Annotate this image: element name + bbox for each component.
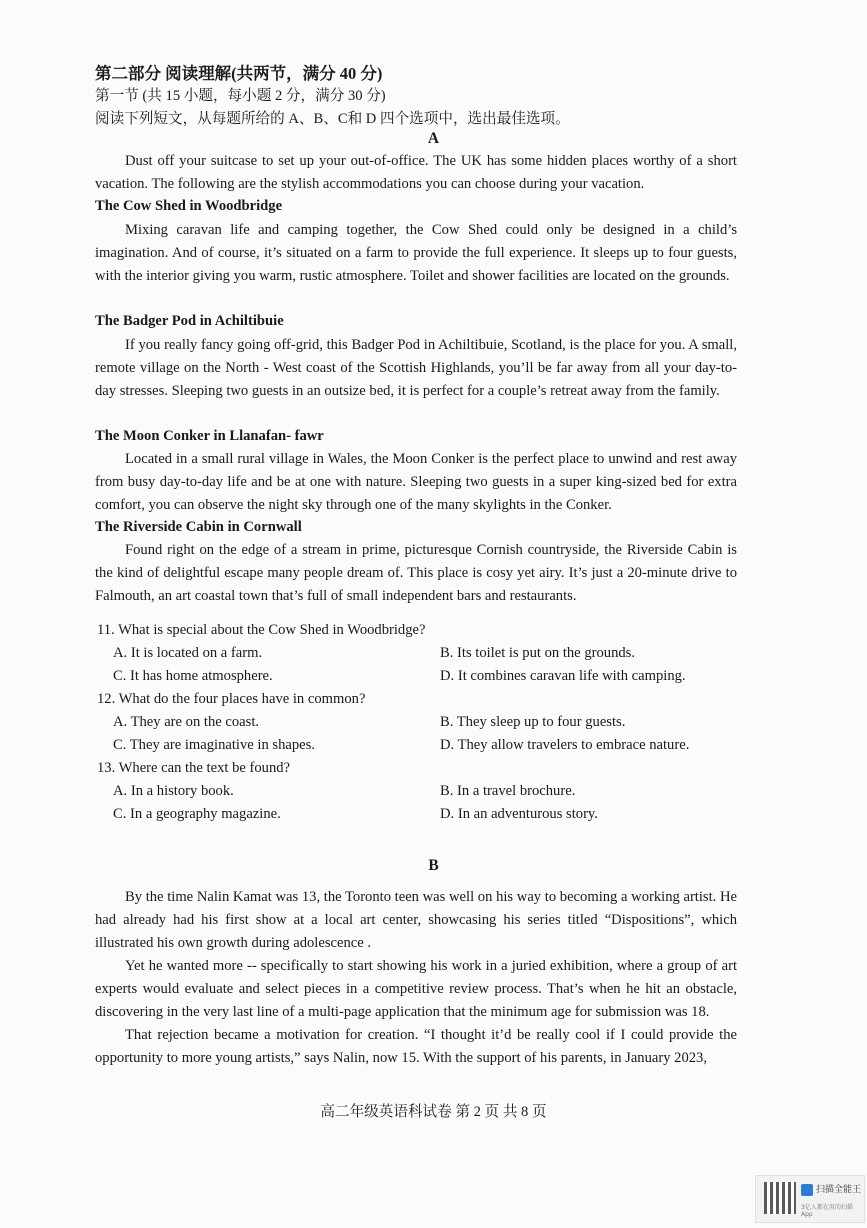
section-text: Found right on the edge of a stream in prime, picturesque Cornish countryside, the Riverside Cabin is the kind of delightful escape many people dream of. This place is cosy yet airy. It’s just a 20-minute drive to Falmouth, an art coastal town that’s full of small independent bars and restaurants. — [95, 542, 737, 604]
option-b: B. They sleep up to four guests. — [440, 714, 626, 730]
question-stem: 12. What do the four places have in common? — [97, 691, 366, 707]
option-d: D. It combines caravan life with camping. — [440, 668, 686, 684]
scanner-watermark — [755, 1175, 865, 1223]
section-text: Mixing caravan life and camping together, the Cow Shed could only be designed in a child’s imagination. And of course, it’s situated on a farm to provide the full experience. It sleeps up to four guests, with the interior giving you warm, rustic atmosphere. Toilet and shower facilities are located on the grounds. — [95, 222, 737, 284]
scanner-app-icon — [801, 1184, 813, 1196]
passage-b-paragraph: Yet he wanted more -- specifically to start showing his work in a juried exhibition, where a group of art experts would evaluate and select pieces in a competitive review process. That’s when he hit an obstacle, discovering in the very last line of a multi-page application that the minimum age for submission was 18. — [95, 958, 737, 1020]
option-a: A. It is located on a farm. — [113, 645, 263, 661]
section-line: 第一节 (共 15 小题，每小题 2 分，满分 30 分) — [95, 88, 386, 104]
watermark-app-name: 扫描全能王 — [816, 1185, 862, 1195]
option-a: A. They are on the coast. — [113, 714, 260, 730]
question-stem: 11. What is special about the Cow Shed in Woodbridge? — [97, 622, 426, 638]
qr-code-icon — [764, 1182, 796, 1214]
part-title: 第二部分 阅读理解(共两节，满分 40 分) — [95, 64, 383, 83]
page-footer: 高二年级英语科试卷 第 2 页 共 8 页 — [320, 1104, 547, 1120]
section-heading: The Moon Conker in Llanafan- fawr — [95, 428, 324, 444]
section-text: Located in a small rural village in Wales, the Moon Conker is the perfect place to unwind and rest away from busy day-to-day life and be at one with nature. Sleeping two guests in a super king-sized bed for extra comfort, you can observe the night sky through one of the many skylights in the Conker. — [95, 451, 737, 513]
watermark-subtitle: 3亿人都在用的扫描App — [801, 1204, 853, 1218]
passage-b-paragraph: By the time Nalin Kamat was 13, the Toronto teen was well on his way to becoming a working artist. He had already had his first show at a local art center, showcasing his series titled “Dispositions”, which illustrated his own growth during adolescence . — [95, 889, 737, 951]
passage-b-paragraph: That rejection became a motivation for creation. “I thought it’d be really cool if I could provide the opportunity to more young artists,” says Nalin, now 15. With the support of his parents, in January 2023, — [95, 1027, 737, 1066]
section-heading: The Riverside Cabin in Cornwall — [95, 519, 302, 535]
passage-a-intro: Dust off your suitcase to set up your out-of-office. The UK has some hidden places worthy of a short vacation. The following are the stylish accommodations you can choose during your vacation. — [95, 153, 737, 192]
instruction: 阅读下列短文，从每题所给的 A、B、C和 D 四个选项中，选出最佳选项。 — [95, 111, 570, 127]
section-heading: The Badger Pod in Achiltibuie — [95, 313, 284, 329]
option-a: A. In a history book. — [113, 783, 234, 799]
option-c: C. They are imaginative in shapes. — [113, 737, 315, 753]
passage-b-label: B — [428, 857, 439, 874]
option-d: D. In an adventurous story. — [440, 806, 598, 822]
option-b: B. Its toilet is put on the grounds. — [440, 645, 635, 661]
option-c: C. In a geography magazine. — [113, 806, 281, 822]
passage-a-label: A — [427, 130, 440, 147]
question-stem: 13. Where can the text be found? — [97, 760, 291, 776]
option-b: B. In a travel brochure. — [440, 783, 576, 799]
section-text: If you really fancy going off-grid, this Badger Pod in Achiltibuie, Scotland, is the place for you. A small, remote village on the North - West coast of the Scottish Highlands, you’ll be far away from all your day-to-day stresses. Sleeping two guests in an outsize bed, it is perfect for a couple’s retreat away from the family. — [95, 337, 737, 399]
option-d: D. They allow travelers to embrace nature. — [440, 737, 690, 753]
section-heading: The Cow Shed in Woodbridge — [95, 198, 283, 214]
option-c: C. It has home atmosphere. — [113, 668, 273, 684]
